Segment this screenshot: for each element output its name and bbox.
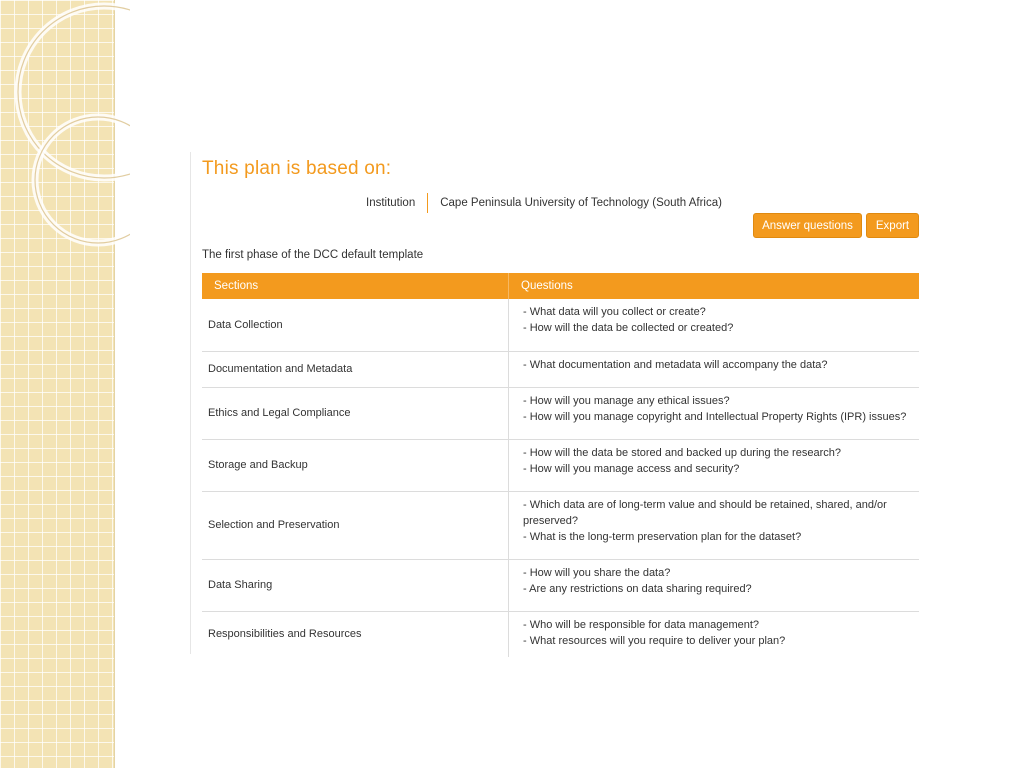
- institution-label: Institution: [366, 197, 416, 209]
- questions-cell: [509, 299, 920, 351]
- question-line: - Are any restrictions on data sharing required?: [523, 582, 752, 595]
- decorative-ring-upper: [18, 6, 130, 178]
- section-cell: Responsibilities and Resources: [202, 611, 509, 657]
- table-row: [202, 559, 919, 611]
- plan-sections-table: [202, 273, 919, 657]
- questions-cell: [509, 559, 920, 611]
- institution-value: Cape Peninsula University of Technology (South Africa): [440, 197, 722, 209]
- section-cell: Ethics and Legal Compliance: [202, 387, 509, 439]
- section-cell: Selection and Preservation: [202, 491, 509, 559]
- table-row: [202, 299, 919, 351]
- question-line: - How will you manage access and security?: [523, 462, 740, 475]
- decorative-rings: [0, 0, 130, 260]
- questions-cell: [509, 611, 920, 657]
- table-row: [202, 351, 919, 387]
- question-line: - What data will you collect or create?: [523, 306, 706, 318]
- table-row: [202, 387, 919, 439]
- page-title: This plan is based on:: [202, 158, 392, 179]
- question-line: - How will you share the data?: [523, 566, 671, 579]
- question-line: - What documentation and metadata will accompany the data?: [523, 358, 828, 371]
- questions-cell: [509, 387, 920, 439]
- institution-divider: [427, 193, 428, 213]
- section-cell: Data Sharing: [202, 559, 509, 611]
- decorative-ring-upper-shade: [18, 6, 130, 178]
- question-line: - What is the long-term preservation plan for the dataset?: [523, 530, 802, 543]
- question-line: - How will you manage copyright and Intellectual Property Rights (IPR) issues?: [523, 410, 907, 423]
- question-line: - How will the data be collected or created?: [523, 322, 734, 334]
- section-cell: Documentation and Metadata: [202, 351, 509, 387]
- sections-column-header: Sections: [202, 273, 509, 299]
- template-description: The first phase of the DCC default template: [202, 249, 424, 261]
- question-line: - What resources will you require to deliver your plan?: [523, 634, 786, 647]
- section-cell: Data Collection: [202, 299, 509, 351]
- questions-column-header: Questions: [509, 273, 920, 299]
- question-line: - How will the data be stored and backed up during the research?: [523, 446, 841, 459]
- answer-questions-button[interactable]: Answer questions: [753, 213, 862, 238]
- content-left-rule: [190, 152, 191, 654]
- section-cell: Storage and Backup: [202, 439, 509, 491]
- question-line: - Who will be responsible for data management?: [523, 618, 760, 631]
- export-button[interactable]: Export: [866, 213, 919, 238]
- institution-row: [366, 193, 722, 213]
- question-line: - Which data are of long-term value and should be retained, shared, and/or preserved?: [523, 498, 887, 527]
- table-row: [202, 491, 919, 559]
- questions-cell: [509, 439, 920, 491]
- questions-cell: [509, 351, 920, 387]
- table-row: [202, 611, 919, 657]
- table-row: [202, 439, 919, 491]
- table-header-row: [202, 273, 919, 299]
- question-line: - How will you manage any ethical issues?: [523, 394, 730, 407]
- questions-cell: [509, 491, 920, 559]
